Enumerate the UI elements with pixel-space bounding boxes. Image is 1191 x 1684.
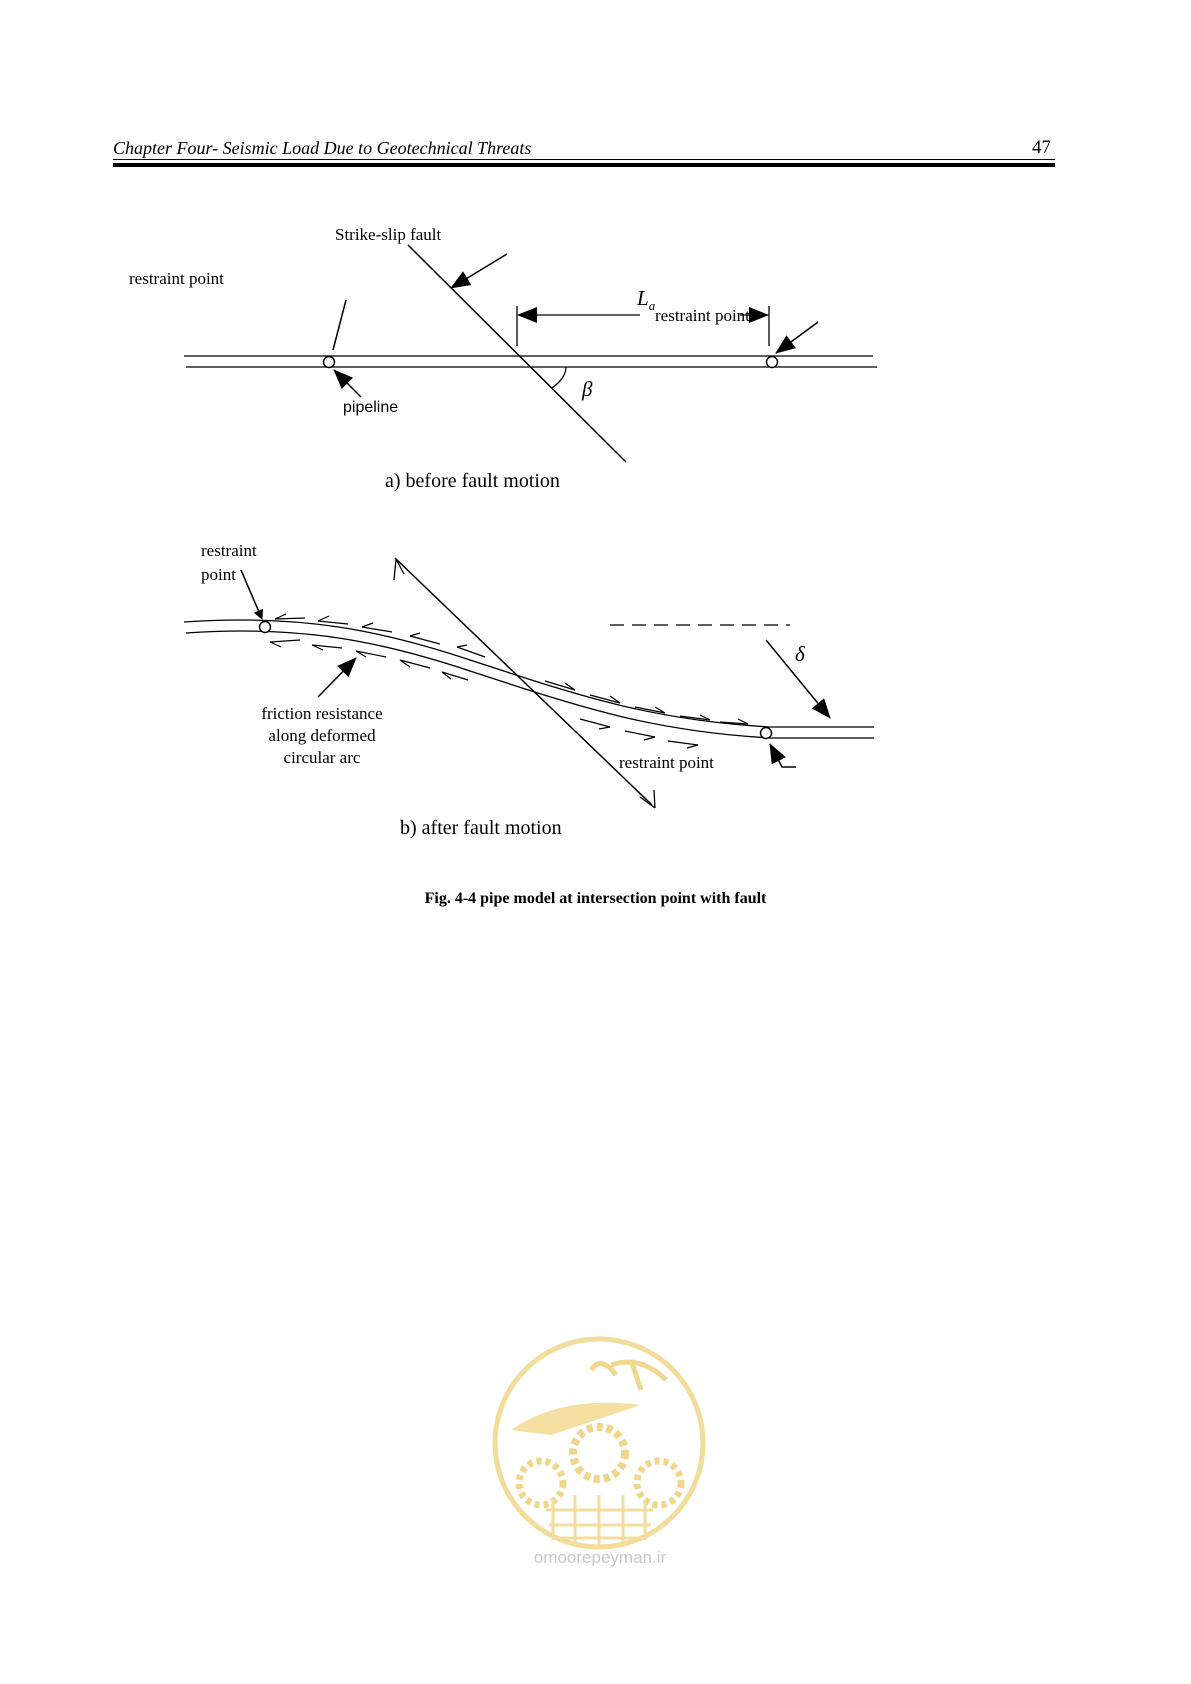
restraint-right-pointer-arrow <box>776 322 818 353</box>
pipeline-label: pipeline <box>343 399 399 416</box>
friction-arrows-left <box>270 614 485 680</box>
restraint-point-right-label: restraint point <box>655 306 750 325</box>
restraint-point-right-a <box>767 357 778 368</box>
restraint-right-b-pointer-arrow <box>770 744 796 767</box>
restraint-left-b-label-line2: point <box>201 565 236 584</box>
figure-caption: Fig. 4-4 pipe model at intersection point with fault <box>424 890 767 907</box>
restraint-point-left-b <box>260 622 271 633</box>
friction-arrows-right <box>545 681 748 748</box>
friction-label-line3: circular arc <box>283 748 361 767</box>
restraint-point-left-a <box>324 357 335 368</box>
length-la-symbol <box>637 287 655 317</box>
restraint-left-pointer <box>333 300 346 350</box>
chapter-header-title: Chapter Four- Seismic Load Due to Geotechnical Threats <box>113 138 532 158</box>
friction-pointer-arrow <box>318 658 356 697</box>
fault-slip-arrow-bottom <box>640 790 655 808</box>
page-number: 47 <box>1032 137 1051 158</box>
friction-label-line2: along deformed <box>268 726 376 745</box>
restraint-point-right-b <box>761 728 772 739</box>
displacement-delta-label: δ <box>795 642 805 666</box>
pipeline-pointer-arrow <box>334 370 361 397</box>
diagram-b <box>184 558 874 808</box>
length-symbol: L <box>637 286 649 310</box>
restraint-left-b-label-line1: restraint <box>201 541 257 560</box>
restraint-point-left-label: restraint point <box>129 269 224 288</box>
friction-label-line1: friction resistance <box>261 704 383 723</box>
angle-beta-arc <box>552 367 566 388</box>
restraint-left-b-pointer-arrow <box>241 570 262 619</box>
diagram-a <box>184 245 877 462</box>
omoorepeyman-logo-icon <box>491 1335 707 1551</box>
fault-pointer-arrow <box>451 254 507 288</box>
strike-slip-fault-label: Strike-slip fault <box>335 225 442 244</box>
fault-line-b-1 <box>395 558 652 805</box>
strike-slip-fault-line <box>408 245 626 462</box>
length-subscript: a <box>648 298 656 314</box>
angle-beta-label: β <box>582 377 593 401</box>
friction-resistance-label <box>232 703 412 769</box>
caption-after-fault-motion: b) after fault motion <box>400 817 562 839</box>
watermark-website-text: omoorepeyman.ir <box>533 1548 667 1567</box>
caption-before-fault-motion: a) before fault motion <box>385 470 560 492</box>
restraint-right-b-label: restraint point <box>619 753 714 772</box>
